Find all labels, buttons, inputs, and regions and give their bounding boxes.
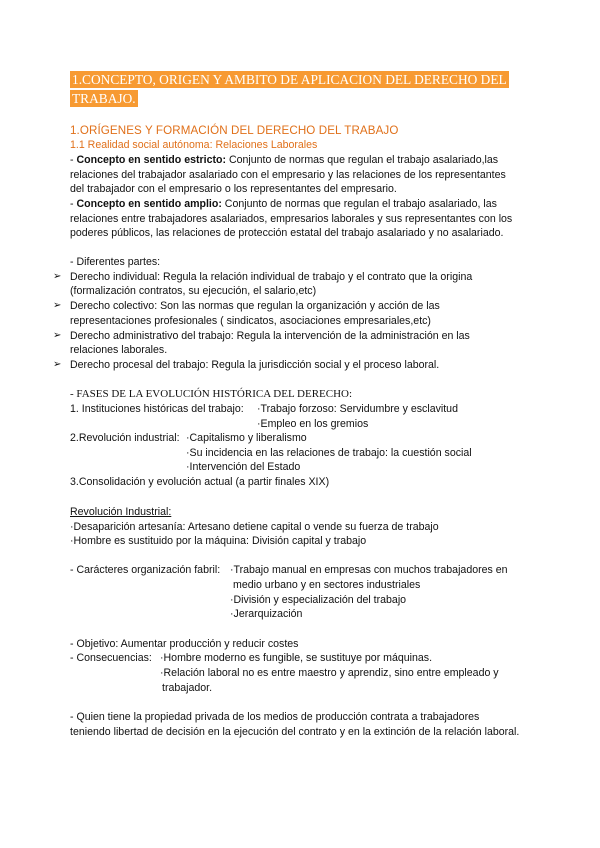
- parts-heading: - Diferentes partes:: [70, 256, 161, 268]
- concept-strict-term: Concepto en sentido estricto:: [76, 154, 226, 166]
- characteristics-item-c: ·Jerarquización: [230, 608, 303, 620]
- concept-broad-term: Concepto en sentido amplio:: [76, 198, 222, 210]
- concept-broad-line-1: - Concepto en sentido amplio: Conjunto de normas que regulan el trabajo asalariado, las: [70, 198, 497, 210]
- revolution-heading: Revolución Industrial:: [70, 506, 172, 518]
- part-item-2-line-2: representaciones profesionales ( sindicatos, asociaciones empresariales,etc): [70, 315, 431, 327]
- consequences-item-a: ·Hombre moderno es fungible, se sustituye por máquinas.: [160, 652, 433, 664]
- consequences-item-b-line-2: trabajador.: [162, 682, 213, 694]
- arrow-bullet-icon: ➢: [53, 271, 62, 282]
- concept-strict-line-3: del trabajador con el empresario o los representantes del empresario.: [70, 183, 397, 195]
- characteristics-label: - Carácteres organización fabril:: [70, 564, 221, 576]
- consequences-label: - Consecuencias:: [70, 652, 152, 664]
- final-paragraph-line-1: - Quien tiene la propiedad privada de los medios de producción contrata a trabajadores: [70, 711, 480, 723]
- phase-2-label: 2.Revolución industrial:: [70, 432, 180, 444]
- characteristics-item-b: ·División y especialización del trabajo: [230, 594, 407, 606]
- final-paragraph-line-2: teniendo libertad de decisión en la ejecución del contrato y en la extinción de la relación laboral.: [70, 726, 520, 738]
- characteristics-item-a-line-2: medio urbano y en sectores industriales: [233, 579, 421, 591]
- part-item-1-line-1: Derecho individual: Regula la relación individual de trabajo y el contrato que la origina: [70, 271, 473, 283]
- part-item-4-line-1: Derecho procesal del trabajo: Regula la jurisdicción social y el proceso laboral.: [70, 359, 440, 371]
- concept-strict-line-1: - Concepto en sentido estricto: Conjunto de normas que regulan el trabajo asalariado,las: [70, 154, 499, 166]
- phase-2-item-a: ·Capitalismo y liberalismo: [186, 432, 307, 444]
- phase-1-item-b: ·Empleo en los gremios: [257, 418, 369, 430]
- part-item-1-line-2: (formalización contratos, su ejecución, el salario,etc): [70, 285, 317, 297]
- arrow-bullet-icon: ➢: [53, 330, 62, 341]
- phase-3: 3.Consolidación y evolución actual (a partir finales XIX): [70, 476, 330, 488]
- part-item-3-line-2: relaciones laborales.: [70, 344, 168, 356]
- concept-broad-line-2: relaciones entre trabajadores asalariados, empresarios laborales y sus representantes con los: [70, 213, 513, 225]
- revolution-item-1: ·Desaparición artesanía: Artesano detiene capital o vende su fuerza de trabajo: [70, 521, 439, 533]
- phase-1-item-a: ·Trabajo forzoso: Servidumbre y esclavitud: [257, 403, 458, 415]
- revolution-item-2: ·Hombre es sustituido por la máquina: División capital y trabajo: [70, 535, 367, 547]
- arrow-bullet-icon: ➢: [53, 300, 62, 311]
- consequences-item-b-line-1: ·Relación laboral no es entre maestro y aprendiz, sino entre empleado y: [160, 667, 499, 679]
- concept-strict-line-2: relaciones del trabajador asalariado con el empresario y las relaciones de los representantes: [70, 169, 506, 181]
- concept-broad-line-3: poderes públicos, las relaciones de protección estatal del trabajo asalariado y no asalariado.: [70, 227, 504, 239]
- phase-2-item-b: ·Su incidencia en las relaciones de trabajo: la cuestión social: [186, 447, 472, 459]
- phase-2-item-c: ·Intervención del Estado: [186, 461, 301, 473]
- section-heading: 1.ORÍGENES Y FORMACIÓN DEL DERECHO DEL TRABAJO: [70, 124, 399, 137]
- part-item-2-line-1: Derecho colectivo: Son las normas que regulan la organización y acción de las: [70, 300, 440, 312]
- part-item-3-line-1: Derecho administrativo del trabajo: Regula la intervención de la administración en las: [70, 330, 470, 342]
- characteristics-item-a-line-1: ·Trabajo manual en empresas con muchos trabajadores en: [230, 564, 508, 576]
- document-title-line-2: TRABAJO.: [72, 91, 136, 106]
- objective: - Objetivo: Aumentar producción y reducir costes: [70, 638, 299, 650]
- subsection-heading: 1.1 Realidad social autónoma: Relaciones Laborales: [70, 139, 318, 151]
- arrow-bullet-icon: ➢: [53, 359, 62, 370]
- phases-heading: - FASES DE LA EVOLUCIÓN HISTÓRICA DEL DERECHO:: [70, 388, 353, 400]
- phase-1-label: 1. Instituciones históricas del trabajo:: [70, 403, 244, 415]
- document-title-line-1: 1.CONCEPTO, ORIGEN Y AMBITO DE APLICACION DEL DERECHO DEL: [72, 72, 507, 87]
